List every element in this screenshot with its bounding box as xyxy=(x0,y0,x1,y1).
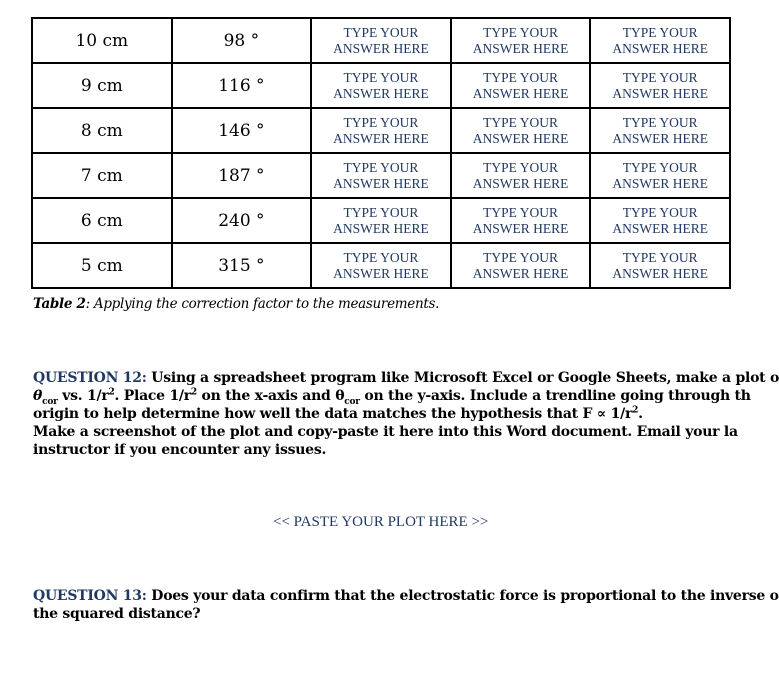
answer-line: ANSWER HERE xyxy=(612,85,708,101)
table-row xyxy=(32,63,730,108)
answer-field[interactable] xyxy=(590,153,730,198)
distance-cell: 5 cm xyxy=(32,243,172,288)
answer-field[interactable] xyxy=(451,63,591,108)
distance-cell: 7 cm xyxy=(32,153,172,198)
answer-field[interactable] xyxy=(590,243,730,288)
question-13-number: QUESTION 13: xyxy=(33,588,147,604)
answer-field[interactable] xyxy=(311,243,451,288)
distance-cell: 6 cm xyxy=(32,198,172,243)
answer-line: ANSWER HERE xyxy=(612,175,708,191)
answer-field[interactable] xyxy=(451,153,591,198)
answer-line: TYPE YOUR xyxy=(343,114,419,130)
correction-table xyxy=(31,17,731,289)
answer-line: ANSWER HERE xyxy=(333,85,429,101)
answer-line: ANSWER HERE xyxy=(612,220,708,236)
answer-line: TYPE YOUR xyxy=(622,159,698,175)
question-13-line-1: QUESTION 13: Does your data confirm that the electrostatic force is proportional to the inverse o xyxy=(33,588,779,604)
answer-line: ANSWER HERE xyxy=(472,40,569,56)
question-12-line-3: origin to help determine how well the data matches the hypothesis that $F \propto 1/r^2$. xyxy=(33,405,643,422)
answer-line: TYPE YOUR xyxy=(483,159,559,175)
angle-cell: 116 ° xyxy=(172,63,312,108)
answer-field[interactable] xyxy=(311,108,451,153)
answer-field[interactable] xyxy=(590,18,730,63)
answer-field[interactable] xyxy=(590,198,730,243)
answer-field[interactable] xyxy=(451,18,591,63)
answer-line: ANSWER HERE xyxy=(612,265,708,281)
correction-table-container xyxy=(31,17,731,289)
answer-field[interactable] xyxy=(311,63,451,108)
angle-cell: 240 ° xyxy=(172,198,312,243)
distance-cell: 8 cm xyxy=(32,108,172,153)
distance-cell: 9 cm xyxy=(32,63,172,108)
question-12-line-4: Make a screenshot of the plot and copy-paste it here into this Word document. Email your la xyxy=(33,424,738,440)
answer-line: ANSWER HERE xyxy=(472,85,569,101)
answer-line: ANSWER HERE xyxy=(333,130,429,146)
question-12-number: QUESTION 12: xyxy=(33,370,147,386)
answer-line: ANSWER HERE xyxy=(472,220,569,236)
question-13 xyxy=(33,587,779,623)
answer-field[interactable] xyxy=(451,198,591,243)
answer-line: TYPE YOUR xyxy=(483,69,559,85)
answer-line: TYPE YOUR xyxy=(483,114,559,130)
answer-field[interactable] xyxy=(311,153,451,198)
question-12 xyxy=(33,369,779,459)
table-row xyxy=(32,153,730,198)
answer-field[interactable] xyxy=(451,243,591,288)
answer-line: TYPE YOUR xyxy=(343,24,419,40)
answer-line: TYPE YOUR xyxy=(622,24,698,40)
answer-line: ANSWER HERE xyxy=(612,130,708,146)
answer-line: ANSWER HERE xyxy=(612,40,708,56)
question-12-line-1: QUESTION 12: Using a spreadsheet program like Microsoft Excel or Google Sheets, make a plot o xyxy=(33,370,779,386)
answer-line: TYPE YOUR xyxy=(622,204,698,220)
distance-cell: 10 cm xyxy=(32,18,172,63)
table-row xyxy=(32,243,730,288)
angle-cell: 146 ° xyxy=(172,108,312,153)
table-row xyxy=(32,198,730,243)
caption-label: Table 2 xyxy=(33,296,86,312)
answer-line: TYPE YOUR xyxy=(483,24,559,40)
angle-cell: 315 ° xyxy=(172,243,312,288)
answer-line: ANSWER HERE xyxy=(333,40,429,56)
answer-line: ANSWER HERE xyxy=(333,265,429,281)
angle-cell: 187 ° xyxy=(172,153,312,198)
answer-line: TYPE YOUR xyxy=(343,159,419,175)
answer-field[interactable] xyxy=(451,108,591,153)
answer-line: ANSWER HERE xyxy=(333,175,429,191)
answer-line: TYPE YOUR xyxy=(483,204,559,220)
answer-line: ANSWER HERE xyxy=(472,130,569,146)
answer-line: TYPE YOUR xyxy=(622,249,698,265)
answer-line: TYPE YOUR xyxy=(343,249,419,265)
answer-line: TYPE YOUR xyxy=(343,204,419,220)
answer-field[interactable] xyxy=(311,18,451,63)
answer-line: TYPE YOUR xyxy=(483,249,559,265)
table-row xyxy=(32,108,730,153)
answer-line: TYPE YOUR xyxy=(622,114,698,130)
answer-line: ANSWER HERE xyxy=(472,265,569,281)
answer-line: ANSWER HERE xyxy=(472,175,569,191)
answer-line: TYPE YOUR xyxy=(622,69,698,85)
answer-line: ANSWER HERE xyxy=(333,220,429,236)
paste-plot-placeholder[interactable]: << PASTE YOUR PLOT HERE >> xyxy=(273,514,489,530)
angle-cell: 98 ° xyxy=(172,18,312,63)
answer-line: TYPE YOUR xyxy=(343,69,419,85)
caption-text: : Applying the correction factor to the measurements. xyxy=(85,296,440,312)
question-13-line-2: the squared distance? xyxy=(33,606,201,622)
answer-field[interactable] xyxy=(590,63,730,108)
table-row xyxy=(32,18,730,63)
table-caption xyxy=(33,296,439,312)
question-12-line-2: $\theta_{cor}$ vs. $1/r^2$. Place $1/r^2$ on the x-axis and $\theta_{cor}$ on the y-axis. Include a trendline going through th xyxy=(33,387,751,407)
question-12-line-5: instructor if you encounter any issues. xyxy=(33,442,327,458)
answer-field[interactable] xyxy=(590,108,730,153)
answer-field[interactable] xyxy=(311,198,451,243)
